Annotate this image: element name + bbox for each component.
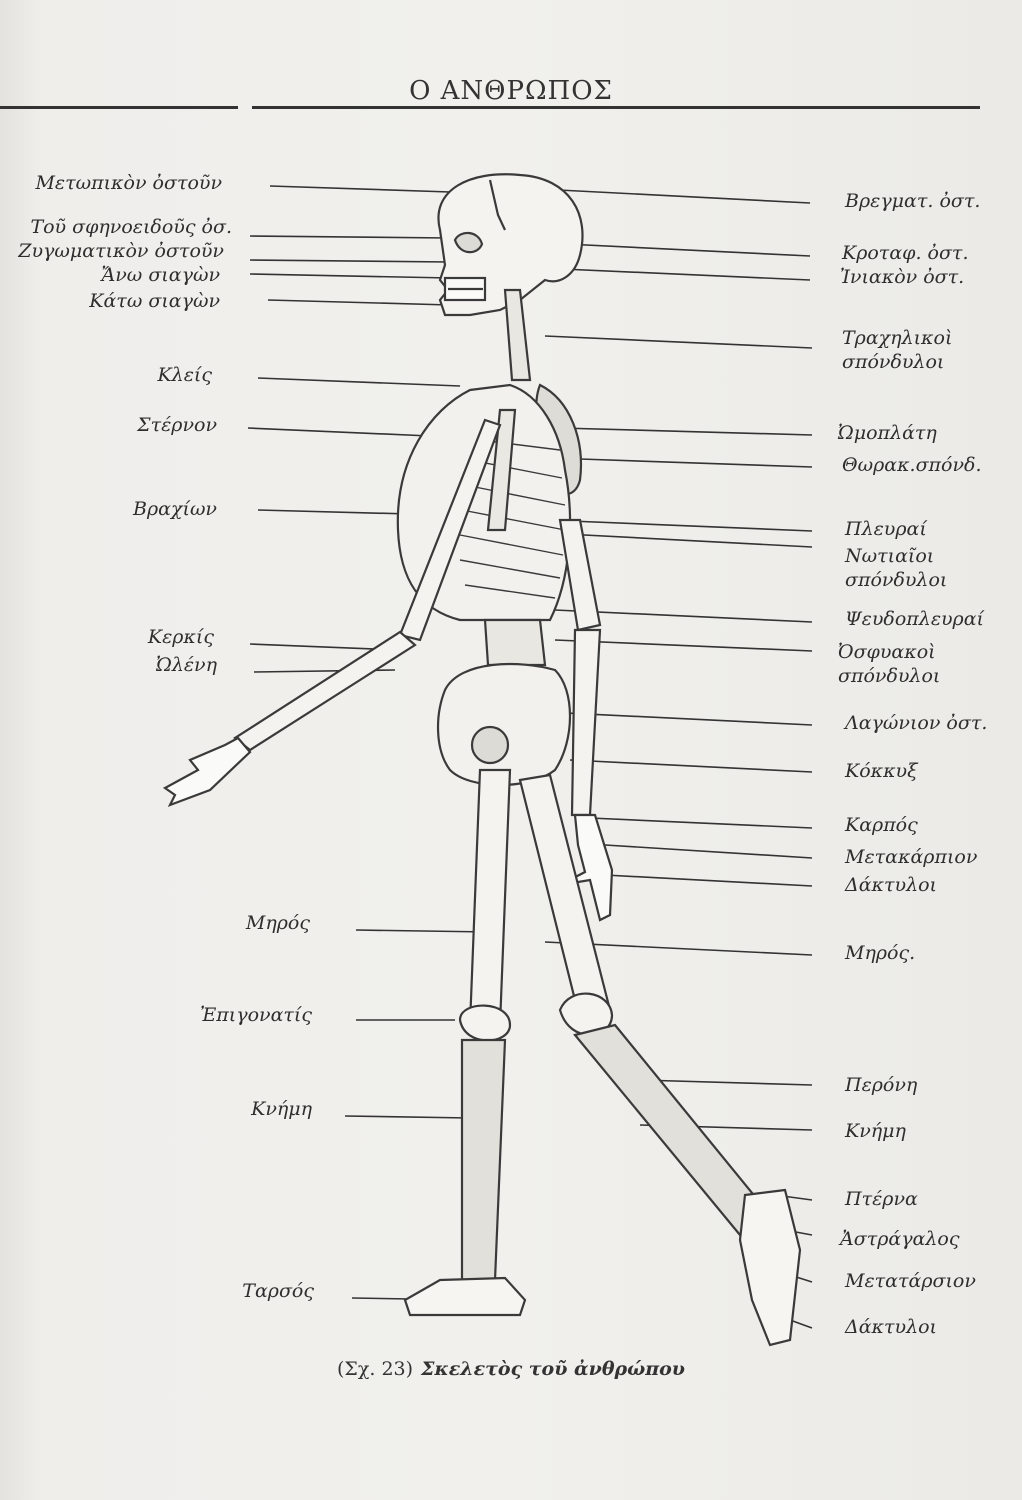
label-dorsal-vertebrae: Νωτιαῖοι σπόνδυλοι: [845, 545, 948, 591]
cervical-spine: [505, 290, 530, 380]
femur-back: [470, 770, 510, 1025]
label-carpus: Καρπός: [845, 814, 918, 836]
figure-caption: [0, 1358, 1022, 1380]
label-iliac-bone: Λαγώνιον ὀστ.: [845, 712, 988, 734]
tibia-back: [462, 1040, 505, 1280]
label-occipital-bone: Ἰνιακὸν ὀστ.: [840, 266, 965, 288]
pelvis: [438, 664, 570, 785]
label-clavicle: Κλείς: [157, 364, 212, 386]
label-ribs: Πλευραί: [845, 518, 927, 540]
label-femur-left: Μηρός: [245, 912, 310, 934]
label-fibula: Περόνη: [845, 1074, 918, 1096]
figure-number: (Σχ. 23): [337, 1358, 414, 1380]
label-upper-jaw: Ἄνω σιαγὼν: [101, 264, 220, 286]
label-temporal-bone: Κροταφ. ὀστ.: [842, 242, 969, 264]
label-sphenoid-bone: Τοῦ σφηνοειδοῦς ὀσ.: [30, 216, 232, 238]
label-thoracic-vertebrae: Θωρακ.σπόνδ.: [842, 454, 982, 476]
page-header-title: Ο ΑΝΘΡΩΠΟΣ: [409, 76, 613, 106]
label-patella: Ἐπιγονατίς: [200, 1004, 312, 1026]
label-talus: Ἀστράγαλος: [840, 1228, 960, 1250]
label-radius: Κερκίς: [147, 626, 214, 648]
label-frontal-bone: Μετωπικὸν ὀστοῦν: [35, 172, 222, 194]
figure-title: Σκελετὸς τοῦ ἀνθρώπου: [421, 1358, 685, 1380]
label-lower-jaw: Κάτω σιαγὼν: [89, 290, 220, 312]
label-calcaneus: Πτέρνα: [845, 1188, 918, 1210]
knee-back: [460, 1006, 510, 1041]
label-zygomatic-bone: Ζυγωματικὸν ὀστοῦν: [18, 240, 224, 262]
skeleton-bones: [165, 174, 800, 1345]
label-scapula: Ὠμοπλάτη: [838, 422, 937, 444]
label-tibia-left: Κνήμη: [251, 1098, 312, 1120]
label-metatarsus: Μετατάρσιον: [845, 1270, 976, 1292]
label-coccyx: Κόκκυξ: [845, 760, 918, 782]
label-lumbar-vertebrae: Ὀσφυακοὶ σπόνδυλοι: [838, 641, 941, 687]
lumbar-spine: [485, 620, 545, 665]
label-tibia-right: Κνήμη: [845, 1120, 906, 1142]
label-femur-right: Μηρός.: [845, 942, 916, 964]
forearm: [235, 632, 415, 750]
foot-back: [405, 1278, 525, 1315]
tibia-front: [575, 1025, 770, 1235]
hip-socket: [472, 727, 508, 763]
forearm-front: [572, 630, 600, 815]
label-toes: Δάκτυλοι: [845, 1316, 938, 1338]
label-false-ribs: Ψευδοπλευραί: [845, 608, 985, 630]
label-parietal-bone: Βρεγματ. ὀστ.: [845, 190, 981, 212]
label-metacarpus: Μετακάρπιον: [845, 846, 978, 868]
label-cervical-vertebrae: Τραχηλικοὶ σπόνδυλοι: [842, 327, 953, 373]
label-tarsus: Ταρσός: [242, 1280, 314, 1302]
label-ulna: Ὠλένη: [156, 654, 217, 676]
foot-front: [740, 1190, 800, 1345]
label-humerus: Βραχίων: [133, 498, 217, 520]
hand: [165, 738, 250, 805]
label-sternum: Στέρνον: [137, 414, 217, 436]
label-fingers: Δάκτυλοι: [845, 874, 938, 896]
